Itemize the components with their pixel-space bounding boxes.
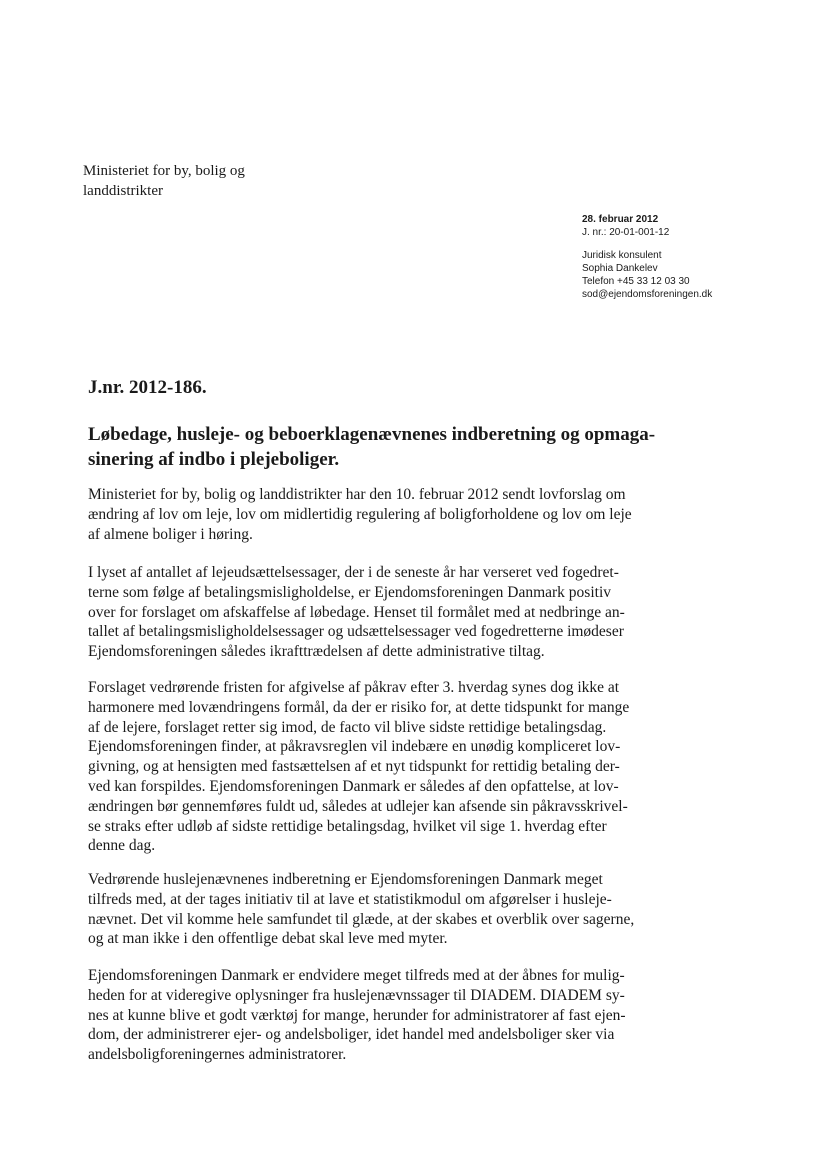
paragraph-line: ændringen bør gennemføres fuldt ud, således at udlejer kan afsende sin påkravsskrivel-	[88, 797, 628, 815]
paragraph-line: denne dag.	[88, 837, 156, 855]
paragraph-line: tilfreds med, at der tages initiativ til at lave et statistikmodul om afgørelser i husleje-	[88, 890, 612, 908]
paragraph-line: af almene boliger i høring.	[88, 525, 253, 543]
paragraph-line: Ejendomsforeningen Danmark er endvidere meget tilfreds med at der åbnes for mulig-	[88, 967, 625, 984]
paragraph-line: harmonere med lovændringens formål, da der er risiko for, at dette tidspunkt for mange	[88, 698, 630, 716]
sender-role: Juridisk konsulent	[582, 250, 662, 261]
paragraph-line: Vedrørende huslejenævnenes indberetning er Ejendomsforeningen Danmark meget	[88, 871, 603, 888]
paragraph-line: ændring af lov om leje, lov om midlertidig regulering af boligforholdene og lov om leje	[88, 505, 632, 523]
journal-number: J.nr. 2012-186.	[88, 377, 207, 398]
paragraph-diadem	[88, 966, 626, 1065]
recipient-line: landdistrikter	[83, 183, 163, 199]
paragraph-line: nævnet. Det vil komme hele samfundet til glæde, at der skabes et overblik over sagerne,	[88, 910, 635, 928]
recipient-line: Ministeriet for by, bolig og	[83, 163, 245, 179]
sender-name: Sophia Dankelev	[582, 263, 658, 274]
paragraph-line: I lyset af antallet af lejeudsættelsessager, der i de seneste år har verseret ved fogedret-	[88, 564, 619, 581]
paragraph-line: og at man ikke i den offentlige debat skal leve med myter.	[88, 930, 448, 948]
letter-meta	[582, 213, 712, 301]
paragraph-line: givning, og at hensigten med fastsættelsen af et nyt tidspunkt for rettidig betaling der-	[88, 758, 620, 776]
paragraph-intro	[88, 485, 632, 544]
sender-phone: Telefon +45 33 12 03 30	[582, 276, 690, 287]
reference-number: J. nr.: 20-01-001-12	[582, 227, 670, 238]
paragraph-line: se straks efter udløb af sidste rettidige betalingsdag, hvilket vil sige 1. hverdag efter	[88, 817, 607, 835]
paragraph-line: dom, der administrerer ejer- og andelsboliger, idet handel med andelsboliger sker via	[88, 1026, 615, 1044]
recipient-address	[83, 161, 245, 201]
sender-email: sod@ejendomsforeningen.dk	[582, 289, 713, 300]
paragraph-pakrav	[88, 678, 629, 856]
paragraph-huslejenaevn	[88, 870, 634, 949]
paragraph-line: ved kan forspildes. Ejendomsforeningen Danmark er således af den opfattelse, at lov-	[88, 777, 619, 795]
paragraph-line: Ejendomsforeningen finder, at påkravsreglen vil indebære en unødig kompliceret lov-	[88, 738, 621, 756]
paragraph-line: af de lejere, forslaget retter sig imod, de facto vil blive sidste rettidige betalingsdag.	[88, 718, 607, 736]
subject-heading	[88, 422, 655, 472]
paragraph-line: nes at kunne blive et godt værktøj for mange, herunder for administratorer af fast ejen-	[88, 1006, 626, 1024]
paragraph-line: Forslaget vedrørende fristen for afgivelse af påkrav efter 3. hverdag synes dog ikke at	[88, 679, 620, 696]
paragraph-lobedage	[88, 563, 625, 662]
paragraph-line: terne som følge af betalingsmisligholdelse, er Ejendomsforeningen Danmark positiv	[88, 583, 611, 601]
letter-date: 28. februar 2012	[582, 214, 659, 225]
paragraph-line: andelsboligforeningernes administratorer.	[88, 1046, 347, 1064]
subject-line: sinering af indbo i plejeboliger.	[88, 449, 340, 470]
subject-line: Løbedage, husleje- og beboerklagenævnenes indberetning og opmaga-	[88, 424, 656, 445]
paragraph-line: Ministeriet for by, bolig og landdistrikter har den 10. februar 2012 sendt lovforslag om	[88, 486, 626, 503]
paragraph-line: tallet af betalingsmisligholdelsessager og udsættelsessager ved fogedretterne imødeser	[88, 623, 624, 641]
paragraph-line: heden for at videregive oplysninger fra huslejenævnssager til DIADEM. DIADEM sy-	[88, 986, 625, 1004]
paragraph-line: Ejendomsforeningen således ikrafttrædelsen af dette administrative tiltag.	[88, 643, 545, 661]
paragraph-line: over for forslaget om afskaffelse af løbedage. Henset til formålet med at nedbringe an-	[88, 603, 625, 621]
